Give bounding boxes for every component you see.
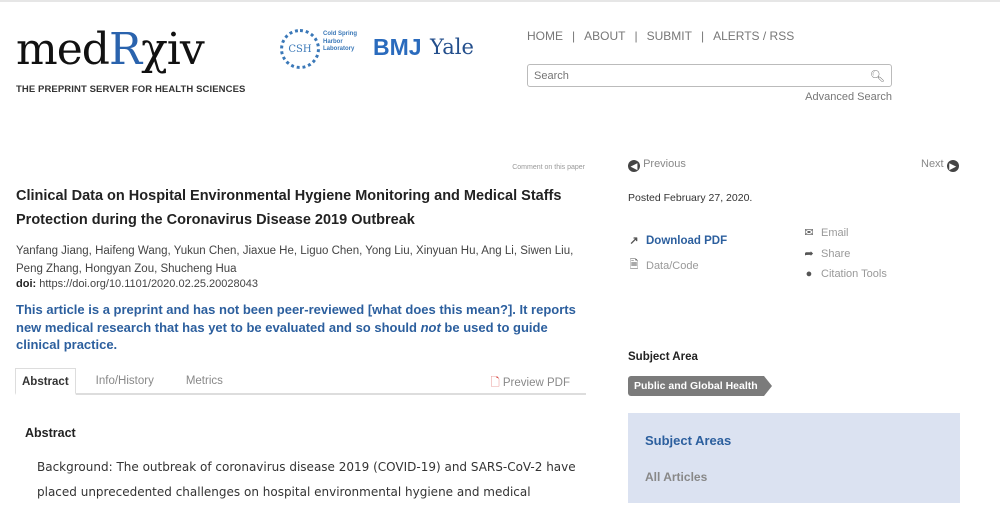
- comment-link[interactable]: Comment on this paper: [512, 164, 585, 171]
- top-nav: [527, 29, 794, 43]
- logo-text: R: [108, 24, 142, 75]
- doi: [16, 278, 258, 290]
- nav-separator: |: [572, 29, 576, 43]
- envelope-icon: ✉: [804, 227, 814, 239]
- tab-abstract[interactable]: Abstract: [15, 368, 76, 395]
- doi-link[interactable]: https://doi.org/10.1101/2020.02.25.20028043: [39, 278, 258, 290]
- csh-logo-text: Cold Spring Harbor Laboratory: [323, 31, 357, 52]
- medrxiv-logo[interactable]: [16, 24, 204, 76]
- nav-home[interactable]: HOME: [527, 29, 563, 43]
- previous-label: Previous: [643, 158, 686, 170]
- search-input[interactable]: [534, 70, 870, 82]
- preview-pdf-link[interactable]: [490, 375, 570, 394]
- notice-text: This article is a preprint and has not been peer-reviewed [what does this mean?]. It reports new medical research that has yet to be evaluated and so should: [16, 302, 576, 335]
- file-icon: 🗎︎: [629, 259, 639, 271]
- data-code-label: Data/Code: [646, 259, 699, 272]
- tagline: THE PREPRINT SERVER FOR HEALTH SCIENCES: [16, 84, 246, 95]
- external-link-icon: ↗: [629, 235, 639, 247]
- preprint-notice: [16, 301, 586, 354]
- subject-areas-heading: Subject Areas: [645, 433, 732, 448]
- nav-separator: |: [634, 29, 638, 43]
- csh-logo[interactable]: CSH: [280, 29, 320, 69]
- nav-submit[interactable]: SUBMIT: [646, 29, 692, 43]
- globe-icon: ●: [805, 268, 813, 280]
- pdf-file-icon: 🗋︎: [490, 377, 500, 389]
- nav-alerts-rss[interactable]: ALERTS / RSS: [713, 29, 795, 43]
- tab-info-history[interactable]: Info/History: [95, 375, 154, 387]
- preview-pdf-label: Preview PDF: [502, 377, 570, 389]
- doi-label: doi:: [16, 278, 37, 290]
- bmj-logo[interactable]: BMJ: [373, 34, 422, 60]
- search-icon[interactable]: 🔍︎: [869, 68, 885, 83]
- advanced-search-link[interactable]: Advanced Search: [805, 91, 892, 103]
- nav-separator: |: [700, 29, 705, 43]
- arrow-right-icon: ▶: [947, 160, 959, 172]
- notice-text: be used to guide clinical practice.: [16, 319, 548, 352]
- subject-area-heading: Subject Area: [628, 351, 698, 363]
- yale-logo[interactable]: Yale: [430, 35, 474, 59]
- tab-metrics[interactable]: Metrics: [185, 375, 223, 387]
- article-tabs: [15, 368, 586, 395]
- abstract-heading: Abstract: [25, 426, 76, 440]
- arrow-left-icon: ◀: [628, 160, 640, 172]
- download-pdf-label: Download PDF: [646, 234, 728, 247]
- email-link[interactable]: [803, 226, 849, 239]
- logo-text: χiv: [141, 24, 204, 75]
- share-arrow-icon: ➦: [804, 248, 814, 260]
- abstract-text: Background: The outbreak of coronavirus disease 2019 (COVID-19) and SARS-CoV-2 have placed unprecedented challenges on hospital environmental hygiene and medical: [37, 460, 576, 499]
- next-label: Next: [921, 158, 944, 170]
- notice-emphasis: not: [420, 319, 441, 335]
- nav-about[interactable]: ABOUT: [584, 29, 626, 43]
- previous-link[interactable]: [628, 158, 686, 172]
- citation-tools-link[interactable]: [803, 268, 887, 280]
- article-title: Clinical Data on Hospital Environmental Hygiene Monitoring and Medical Staffs Protection during the Coronavirus Disease 2019 Outbreak: [16, 188, 562, 228]
- next-link[interactable]: [921, 158, 959, 172]
- share-label: Share: [821, 247, 851, 260]
- citation-tools-label: Citation Tools: [821, 268, 887, 280]
- download-pdf-link[interactable]: [628, 234, 727, 247]
- email-label: Email: [821, 226, 849, 239]
- share-link[interactable]: [803, 247, 850, 260]
- data-code-link[interactable]: [628, 256, 699, 275]
- all-articles-link[interactable]: All Articles: [645, 470, 708, 484]
- posted-date: Posted February 27, 2020.: [628, 192, 753, 204]
- article-authors: Yanfang Jiang, Haifeng Wang, Yukun Chen, Jiaxue He, Liguo Chen, Yong Liu, Xinyuan Hu, Ang Li, Siwen Liu, Peng Zhang, Hongyan Zou, Shucheng Hua: [16, 245, 574, 275]
- search-box: [527, 64, 892, 87]
- subject-areas-panel: [628, 413, 960, 503]
- logo-text: med: [16, 24, 109, 75]
- subject-tag[interactable]: Public and Global Health: [628, 376, 764, 396]
